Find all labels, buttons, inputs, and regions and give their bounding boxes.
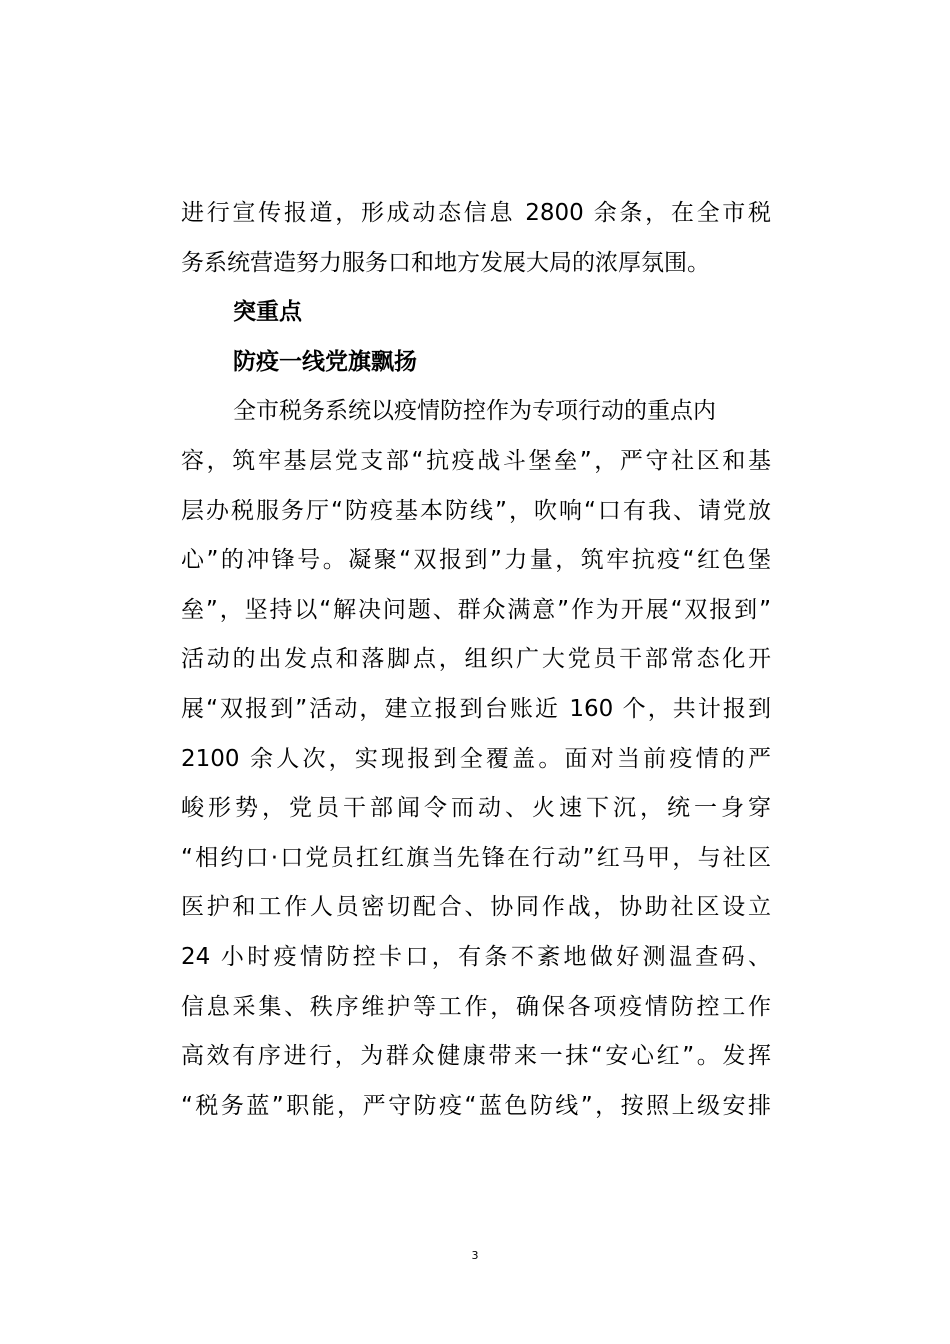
text-line: 活动的出发点和落脚点，组织广大党员干部常态化开 xyxy=(181,646,771,673)
text-line: 医护和工作人员密切配合、协同作战，协助社区设立 xyxy=(181,894,771,921)
text-line: 峻形势，党员干部闻令而动、火速下沉，统一身穿 xyxy=(181,795,771,822)
text-line: 层办税服务厅“防疫基本防线”，吹响“口有我、请党放 xyxy=(181,497,771,524)
text-line: 信息采集、秩序维护等工作，确保各项疫情防控工作 xyxy=(181,993,771,1020)
text-line: 容，筑牢基层党支部“抗疫战斗堡垒”，严守社区和基 xyxy=(181,447,771,474)
section-heading: 突重点 xyxy=(233,299,302,326)
text-line: 全市税务系统以疫情防控作为专项行动的重点内 xyxy=(233,398,716,425)
text-line: 务系统营造努力服务口和地方发展大局的浓厚氛围。 xyxy=(181,249,710,276)
text-line: 心”的冲锋号。凝聚“双报到”力量，筑牢抗疫“红色堡 xyxy=(181,547,771,574)
page-number: 3 xyxy=(471,1249,479,1262)
body-text xyxy=(181,189,771,1131)
text-line: 24 小时疫情防控卡口，有条不紊地做好测温查码、 xyxy=(181,943,771,970)
section-heading: 防疫一线党旗飘扬 xyxy=(233,348,417,375)
text-line: 展“双报到”活动，建立报到台账近 160 个，共计报到 xyxy=(181,695,771,722)
text-line: “税务蓝”职能，严守防疫“蓝色防线”，按照上级安排 xyxy=(181,1092,771,1119)
text-line: 进行宣传报道，形成动态信息 2800 余条，在全市税 xyxy=(181,200,771,226)
text-line: 2100 余人次，实现报到全覆盖。面对当前疫情的严 xyxy=(181,745,771,772)
text-line: 高效有序进行，为群众健康带来一抹“安心红”。发挥 xyxy=(181,1043,771,1070)
text-line: 垒”，坚持以“解决问题、群众满意”作为开展“双报到” xyxy=(181,596,771,623)
text-line: “相约口·口党员扛红旗当先锋在行动”红马甲，与社区 xyxy=(181,844,771,871)
